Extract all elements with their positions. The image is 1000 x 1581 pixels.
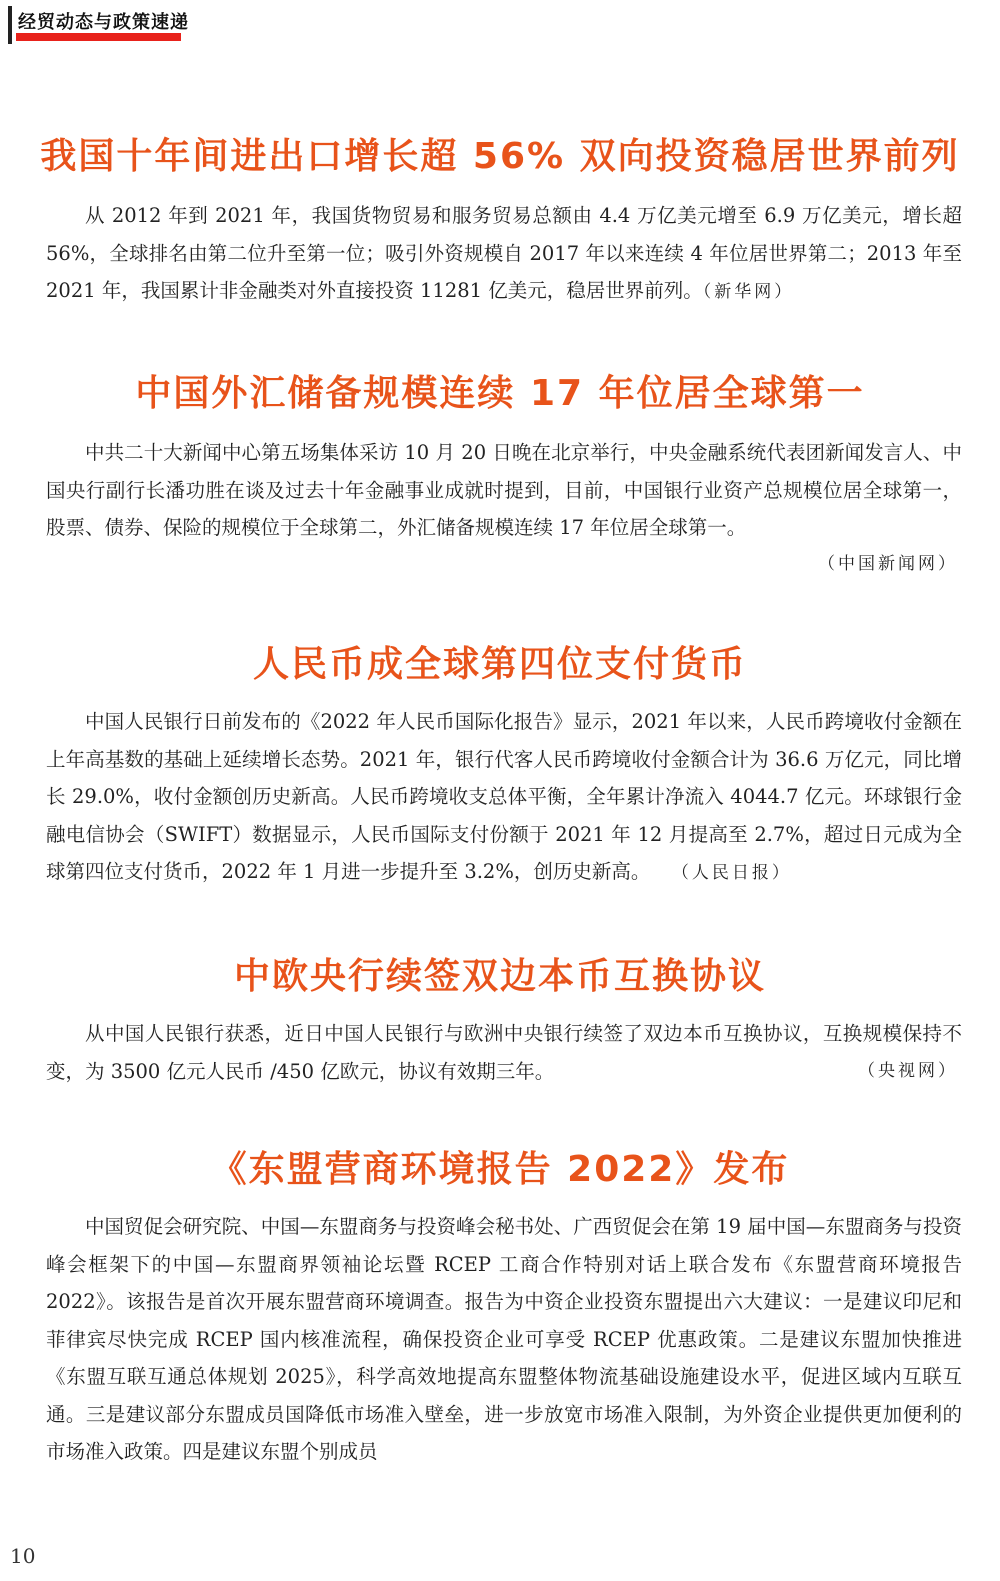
article-source: （新华网） — [702, 282, 795, 302]
article-source: （央视网） — [858, 1060, 958, 1081]
article-body: 中共二十大新闻中心第五场集体采访 10 月 20 日晚在北京举行，中央金融系统代表团新闻发言人、中国央行副行长潘功胜在谈及过去十年金融事业成就时提到，目前，中国银行业资产总规模位居全球第一，股票、债券、保险的规模位于全球第二，外汇储备规模连续 17 年位居全球第一。 — [46, 441, 962, 539]
article-body: 中国人民银行日前发布的《2022 年人民币国际化报告》显示，2021 年以来，人民币跨境收付金额在上年高基数的基础上延续增长态势。2021 年，银行代客人民币跨境收付金额合计为 36.6 万亿元，同比增长 29.0%，收付金额创历史新高。人民币跨境收支总体平衡，全年累计净流入 4044.7 亿元。环球银行金融电信协会（SWIFT）数据显示，人民币国际支付份额于 2021 年 12 月提高至 2.7%，超过日元成为全球第四位支付货币，2022 年 1 月进一步提升至 3.2%，创历史新高。 （人民日报） — [46, 710, 962, 883]
header-divider — [8, 6, 12, 44]
page-number: 10 — [10, 1544, 36, 1568]
section-title: 经贸动态与政策速递 — [18, 12, 189, 33]
article-title: 人民币成全球第四位支付货币 — [252, 644, 747, 685]
page-header — [0, 0, 1000, 50]
article-title: 《东盟营商环境报告 2022》发布 — [210, 1149, 790, 1190]
article-title: 中欧央行续签双边本币互换协议 — [233, 956, 766, 997]
article-body: 从 2012 年到 2021 年，我国货物贸易和服务贸易总额由 4.4 万亿美元增至 6.9 万亿美元，增长超 56%，全球排名由第二位升至第一位；吸引外资规模自 2017 年以来连续 4 年位居世界第二；2013 年至 2021 年，我国累计非金融类对外直接投资 11281 亿美元，稳居世界前列。（新华网） — [46, 204, 962, 302]
article-2 — [0, 372, 1000, 581]
article-source: （人民日报） — [680, 863, 792, 883]
article-body: 从中国人民银行获悉，近日中国人民银行与欧洲中央银行续签了双边本币互换协议，互换规模保持不变，为 3500 亿元人民币 /450 亿欧元，协议有效期三年。 （央视网） — [46, 1015, 962, 1090]
article-source: （中国新闻网） — [818, 553, 958, 574]
article-title: 中国外汇储备规模连续 17 年位居全球第一 — [135, 373, 865, 414]
header-accent-bar — [16, 33, 181, 41]
article-4 — [0, 955, 1000, 1090]
article-1 — [0, 135, 1000, 312]
article-title: 我国十年间进出口增长超 56% 双向投资稳居世界前列 — [40, 136, 960, 177]
article-3 — [0, 643, 1000, 893]
article-5 — [0, 1148, 1000, 1471]
article-body: 中国贸促会研究院、中国—东盟商务与投资峰会秘书处、广西贸促会在第 19 届中国—东盟商务与投资峰会框架下的中国—东盟商界领袖论坛暨 RCEP 工商合作特别对话上联合发布《东盟营商环境报告 2022》。该报告是首次开展东盟营商环境调查。报告为中资企业投资东盟提出六大建议：一是建议印尼和菲律宾尽快完成 RCEP 国内核准流程，确保投资企业可享受 RCEP 优惠政策。二是建议东盟加快推进《东盟互联互通总体规划 2025》，科学高效地提高东盟整体物流基础设施建设水平，促进区域内互联互通。三是建议部分东盟成员国降低市场准入壁垒，进一步放宽市场准入限制，为外资企业提供更加便利的市场准入政策。四是建议东盟个别成员 — [46, 1215, 962, 1463]
